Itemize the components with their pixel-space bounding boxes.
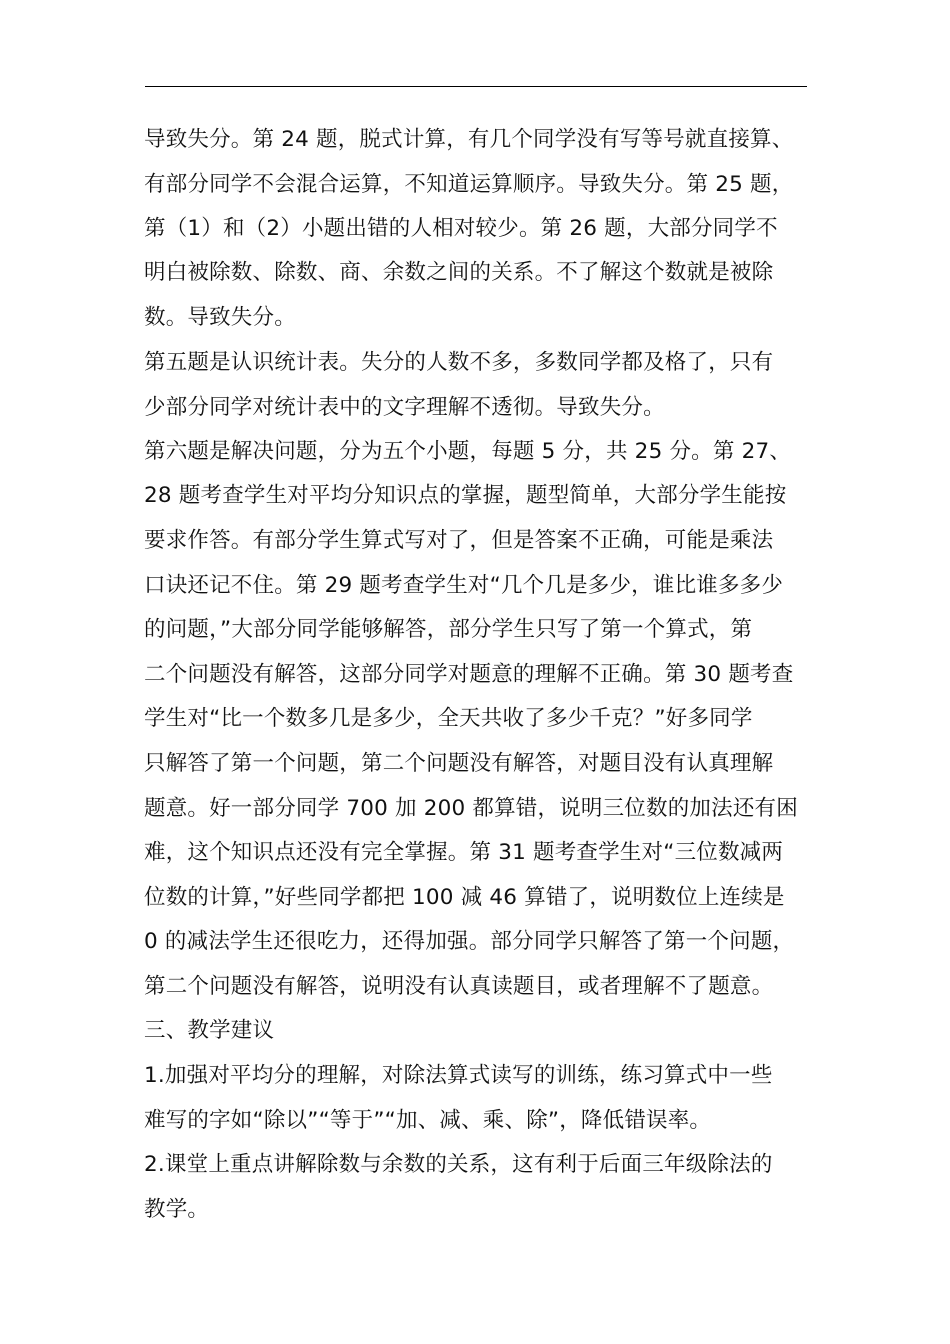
- text-line: 数。导致失分。: [144, 305, 296, 330]
- text-line: 二个问题没有解答，这部分同学对题意的理解不正确。第 30 题考查: [144, 662, 794, 687]
- text-line: 题意。好一部分同学 700 加 200 都算错，说明三位数的加法还有困: [144, 796, 798, 821]
- text-line: 难，这个知识点还没有完全掌握。第 31 题考查学生对“三位数减两: [144, 840, 784, 865]
- text-line: 第五题是认识统计表。失分的人数不多，多数同学都及格了，只有: [144, 350, 774, 375]
- text-line: 只解答了第一个问题，第二个问题没有解答，对题目没有认真理解: [144, 751, 774, 776]
- text-line: 1.加强对平均分的理解，对除法算式读写的训练，练习算式中一些: [144, 1063, 773, 1088]
- text-line: 2.课堂上重点讲解除数与余数的关系，这有利于后面三年级除法的: [144, 1152, 773, 1177]
- text-line: 教学。: [144, 1197, 210, 1222]
- text-line: 导致失分。第 24 题，脱式计算，有几个同学没有写等号就直接算、: [144, 127, 794, 152]
- text-line: 有部分同学不会混合运算，不知道运算顺序。导致失分。第 25 题，: [144, 172, 794, 197]
- text-line: 28 题考查学生对平均分知识点的掌握，题型简单，大部分学生能按: [144, 483, 787, 508]
- text-line: 少部分同学对统计表中的文字理解不透彻。导致失分。: [144, 395, 665, 420]
- text-line: 的问题，”大部分同学能够解答，部分学生只写了第一个算式，第: [144, 617, 753, 642]
- text-line: 学生对“比一个数多几是多少，全天共收了多少千克？”好多同学: [144, 706, 753, 731]
- section-heading: 三、教学建议: [144, 1018, 275, 1043]
- text-line: 难写的字如“除以”“等于”“加、减、乘、除”，降低错误率。: [144, 1108, 712, 1133]
- text-line: 口诀还记不住。第 29 题考查学生对“几个几是多少，谁比谁多多少: [144, 573, 784, 598]
- header-rule: [145, 86, 807, 87]
- text-line: 第六题是解决问题，分为五个小题，每题 5 分，共 25 分。第 27、: [144, 439, 792, 464]
- text-line: 明白被除数、除数、商、余数之间的关系。不了解这个数就是被除: [144, 260, 774, 285]
- text-line: 要求作答。有部分学生算式写对了，但是答案不正确，可能是乘法: [144, 528, 774, 553]
- text-line: 第（1）和（2）小题出错的人相对较少。第 26 题，大部分同学不: [144, 216, 778, 241]
- text-line: 0 的减法学生还很吃力，还得加强。部分同学只解答了第一个问题，: [144, 929, 795, 954]
- text-line: 第二个问题没有解答，说明没有认真读题目，或者理解不了题意。: [144, 974, 774, 999]
- text-line: 位数的计算，”好些同学都把 100 减 46 算错了，说明数位上连续是: [144, 885, 785, 910]
